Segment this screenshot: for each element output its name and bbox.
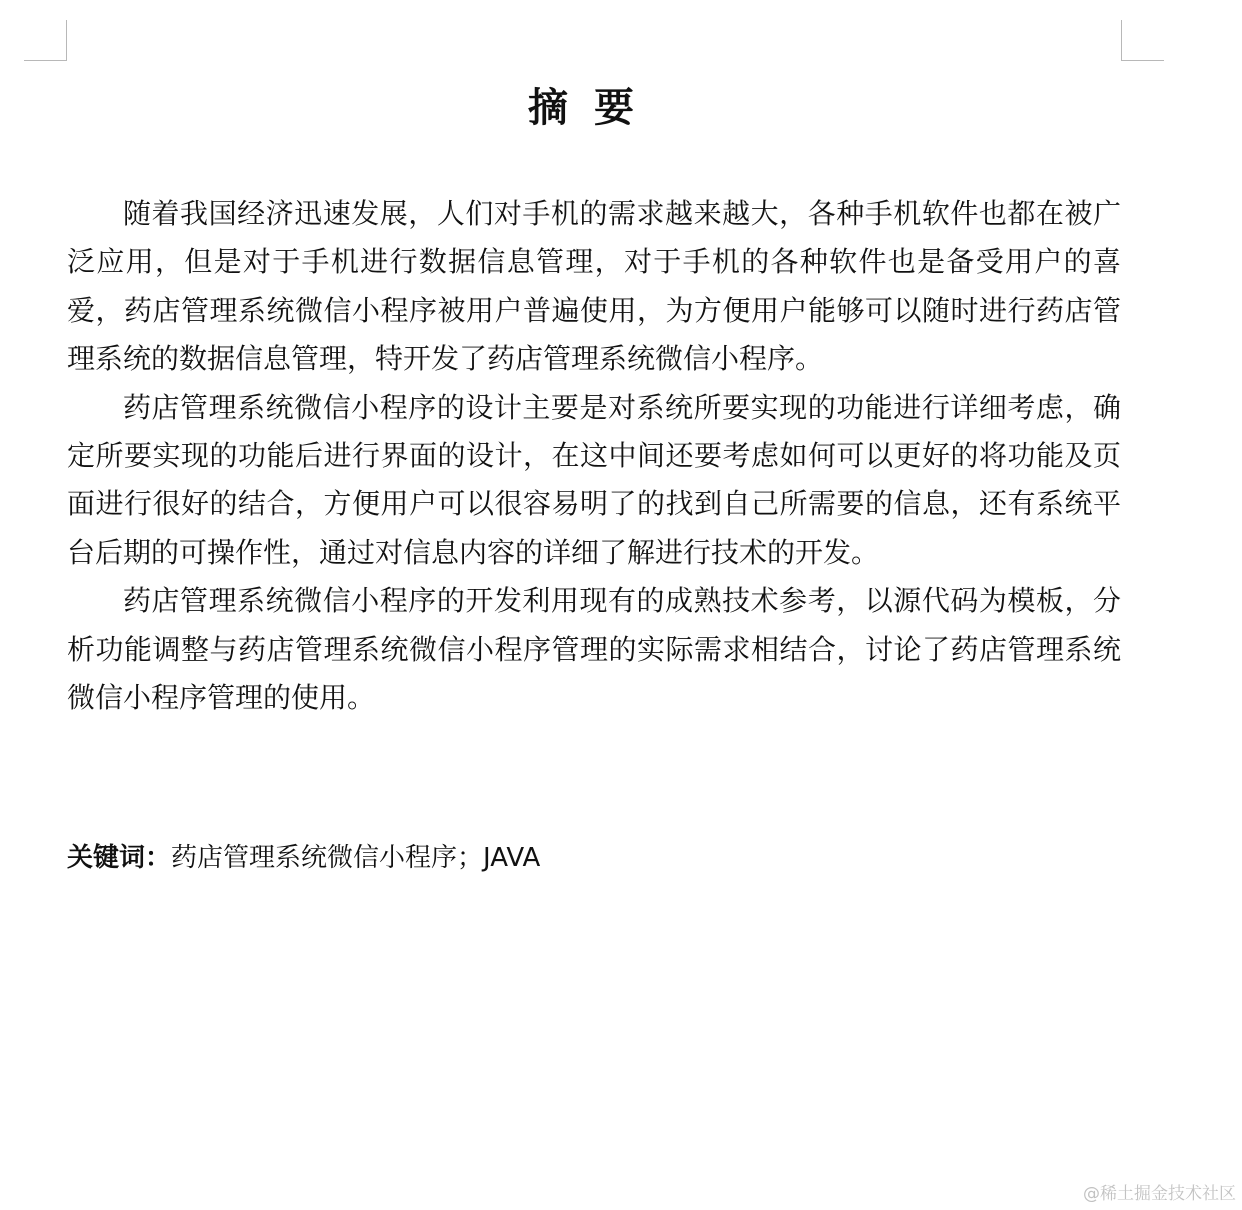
keywords-label: 关键词： xyxy=(67,843,172,873)
keywords-value: 药店管理系统微信小程序；JAVA xyxy=(171,843,541,873)
source-watermark: @稀土掘金技术社区 xyxy=(1083,1184,1236,1204)
page-title: 摘要 xyxy=(528,84,660,131)
crop-mark-top-right xyxy=(1121,20,1164,61)
abstract-body xyxy=(67,190,1121,722)
abstract-paragraph-2: 药店管理系统微信小程序的设计主要是对系统所要实现的功能进行详细考虑，确定所要实现的功能后进行界面的设计，在这中间还要考虑如何可以更好的将功能及页面进行很好的结合，方便用户可以很容易明了的找到自己所需要的信息，还有系统平台后期的可操作性，通过对信息内容的详细了解进行技术的开发。 xyxy=(67,390,1121,569)
abstract-paragraph-3: 药店管理系统微信小程序的开发利用现有的成熟技术参考，以源代码为模板，分析功能调整与药店管理系统微信小程序管理的实际需求相结合，讨论了药店管理系统微信小程序管理的使用。 xyxy=(67,584,1121,715)
abstract-paragraph-1: 随着我国经济迅速发展，人们对手机的需求越来越大，各种手机软件也都在被广泛应用，但是对于手机进行数据信息管理，对于手机的各种软件也是备受用户的喜爱，药店管理系统微信小程序被用户普遍使用，为方便用户能够可以随时进行药店管理系统的数据信息管理，特开发了药店管理系统微信小程序。 xyxy=(67,197,1121,376)
crop-mark-top-left xyxy=(24,20,67,61)
keywords-line xyxy=(67,838,540,878)
